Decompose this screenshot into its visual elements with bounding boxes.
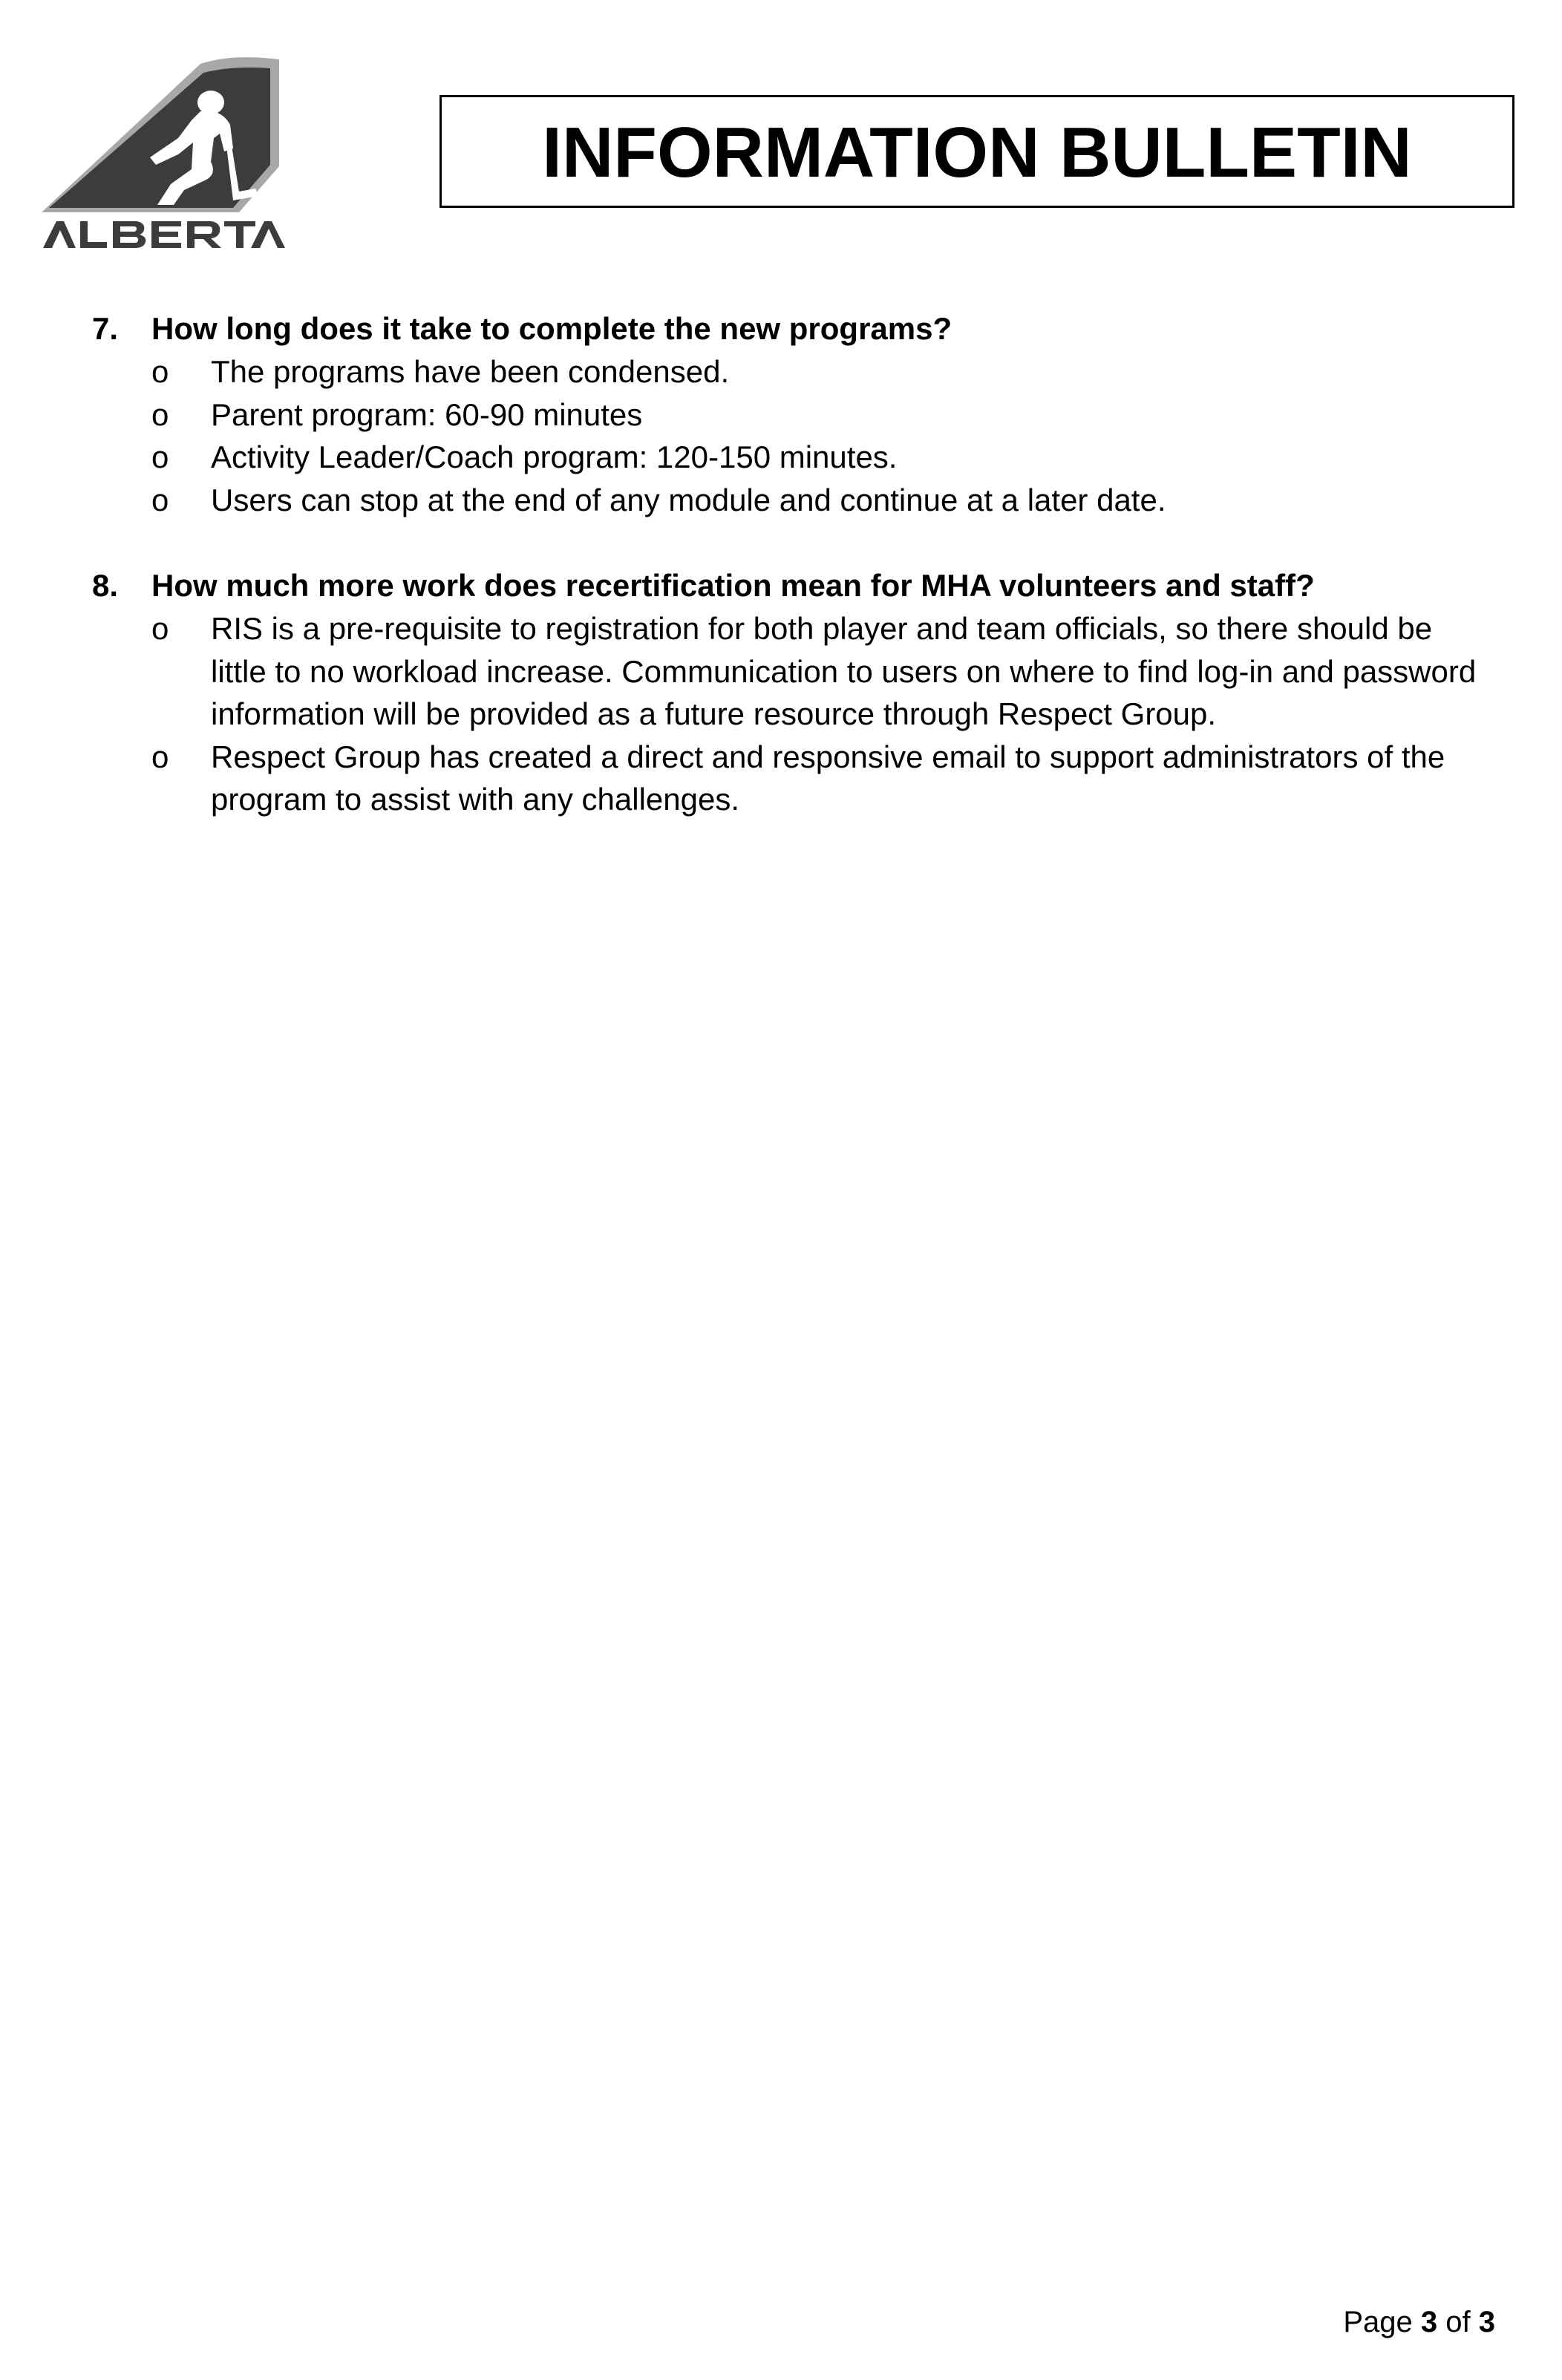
- answer-text: Respect Group has created a direct and responsive email to support administrators of the program to assist with any challenges.: [211, 739, 1445, 817]
- faq-question: [92, 564, 1488, 607]
- bullet-marker: o: [151, 354, 169, 389]
- question-text: How much more work does recertification mean for MHA volunteers and staff?: [151, 568, 1315, 603]
- answer-item: [92, 607, 1488, 736]
- faq-section-7: [92, 307, 1488, 521]
- faq-section-8: [92, 564, 1488, 821]
- answer-list: [92, 350, 1488, 521]
- question-number: 7.: [92, 311, 119, 346]
- answer-text: Users can stop at the end of any module and continue at a later date.: [211, 482, 1166, 517]
- question-text: How long does it take to complete the new programs?: [151, 311, 952, 346]
- answer-item: [92, 393, 1488, 437]
- section-spacer: [92, 521, 1488, 564]
- answer-list: [92, 607, 1488, 821]
- page-footer: [1343, 2304, 1495, 2340]
- answer-item: [92, 350, 1488, 393]
- bullet-marker: o: [151, 611, 169, 646]
- answer-text: RIS is a pre-requisite to registration for both player and team officials, so there should be little to no workload increase. Communication to users on where to find log-in and password information will be provided as a future resource through Respect Group.: [211, 611, 1477, 731]
- bullet-marker: o: [151, 396, 169, 432]
- total-pages-number: 3: [1478, 2306, 1495, 2338]
- answer-text: Parent program: 60-90 minutes: [211, 396, 643, 432]
- bulletin-header-box: [439, 95, 1514, 208]
- hockey-alberta-logo: [39, 56, 291, 261]
- bullet-marker: o: [151, 482, 169, 517]
- bullet-marker: o: [151, 439, 169, 474]
- answer-text: Activity Leader/Coach program: 120-150 minutes.: [211, 439, 898, 474]
- current-page-number: 3: [1420, 2306, 1438, 2338]
- faq-question: [92, 307, 1488, 350]
- page-word: Page: [1343, 2306, 1413, 2338]
- answer-text: The programs have been condensed.: [211, 354, 730, 389]
- bulletin-title: INFORMATION BULLETIN: [542, 113, 1412, 192]
- of-word: of: [1445, 2306, 1471, 2338]
- bullet-marker: o: [151, 739, 169, 774]
- question-number: 8.: [92, 568, 119, 603]
- answer-item: [92, 736, 1488, 821]
- answer-item: [92, 479, 1488, 522]
- faq-content: [92, 307, 1488, 821]
- answer-item: [92, 436, 1488, 479]
